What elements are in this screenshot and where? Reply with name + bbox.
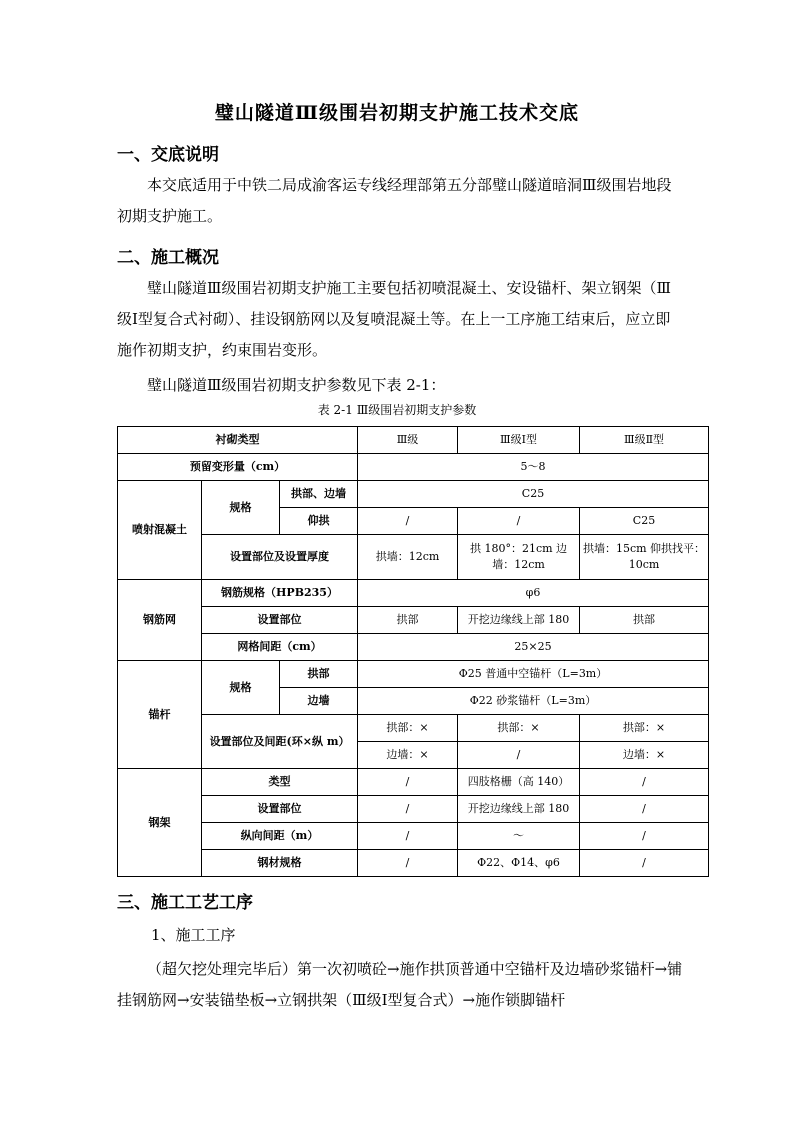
mesh-spec-value: φ6: [358, 580, 709, 607]
bolt-arch-label: 拱部: [280, 661, 358, 688]
invert-label: 仰拱: [280, 508, 358, 535]
frame-spacing-value: ～: [458, 823, 580, 850]
bolt-spacing-value: 拱部：×: [580, 715, 709, 742]
table-row: [118, 850, 709, 877]
col-header-grade3-type1: Ⅲ级Ⅰ型: [458, 427, 580, 454]
arch-wall-value: C25: [358, 481, 709, 508]
section-1-paragraph: 本交底适用于中铁二局成渝客运专线经理部第五分部璧山隧道暗洞Ⅲ级围岩地段初期支护施工。: [117, 176, 672, 225]
frame-position-value: /: [358, 796, 458, 823]
section-3-subheading: 1、施工工序: [151, 926, 236, 944]
mesh-position-label: 设置部位: [202, 607, 358, 634]
table-row: [118, 607, 709, 634]
frame-position-value: /: [580, 796, 709, 823]
arch-wall-label: 拱部、边墙: [280, 481, 358, 508]
mesh-position-value: 拱部: [358, 607, 458, 634]
section-3-paragraph: （超欠挖处理完毕后）第一次初喷砼→施作拱顶普通中空锚杆及边墙砂浆锚杆→铺挂钢筋网→安装锚垫板→立钢拱架（Ⅲ级Ⅰ型复合式）→施作锁脚锚杆: [117, 960, 683, 1009]
reserve-deformation-value: 5～8: [358, 454, 709, 481]
table-row: [118, 796, 709, 823]
shotcrete-position-value: 拱墙：15cm 仰拱找平：10cm: [580, 535, 709, 580]
bolt-spacing-label: 设置部位及间距(环×纵 m）: [202, 715, 358, 769]
frame-type-value: 四肢格栅（高 140）: [458, 769, 580, 796]
support-parameter-table: [117, 426, 709, 877]
section-1-heading: 一、交底说明: [117, 145, 219, 165]
section-2-paragraph: 璧山隧道Ⅲ级围岩初期支护施工主要包括初喷混凝土、安设锚杆、架立钢架（Ⅲ级Ⅰ型复合式衬砌）、挂设钢筋网以及复喷混凝土等。在上一工序施工结束后，应立即施作初期支护，约束围岩变形。: [117, 279, 671, 359]
table-row: [118, 454, 709, 481]
table-caption: 表 2-1 Ⅲ级围岩初期支护参数: [317, 403, 477, 417]
frame-material-value: /: [358, 850, 458, 877]
table-row: [118, 715, 709, 742]
bolt-wall-value: Φ22 砂浆锚杆（L=3m）: [358, 688, 709, 715]
bolt-spacing-value: 边墙：×: [358, 742, 458, 769]
bolt-spacing-value: 边墙：×: [580, 742, 709, 769]
section-3-heading: 三、施工工艺工序: [117, 893, 253, 913]
invert-value: C25: [580, 508, 709, 535]
shotcrete-position-value: 拱墙：12cm: [358, 535, 458, 580]
table-row: [118, 769, 709, 796]
frame-spacing-value: /: [358, 823, 458, 850]
frame-group-label: 钢架: [118, 769, 202, 877]
col-header-grade3: Ⅲ级: [358, 427, 458, 454]
section-2-table-intro: 璧山隧道Ⅲ级围岩初期支护参数见下表 2-1：: [147, 376, 446, 394]
invert-value: /: [358, 508, 458, 535]
frame-material-value: /: [580, 850, 709, 877]
bolt-arch-value: Φ25 普通中空锚杆（L=3m）: [358, 661, 709, 688]
lining-type-label: 衬砌类型: [118, 427, 358, 454]
shotcrete-group-label: 喷射混凝土: [118, 481, 202, 580]
frame-spacing-value: /: [580, 823, 709, 850]
table-row: [118, 580, 709, 607]
table-row: [118, 535, 709, 580]
table-row: [118, 427, 709, 454]
table-row: [118, 661, 709, 688]
frame-material-value: Φ22、Φ14、φ6: [458, 850, 580, 877]
mesh-position-value: 开挖边缘线上部 180: [458, 607, 580, 634]
reserve-deformation-label: 预留变形量（cm）: [118, 454, 358, 481]
bolt-spacing-value: 拱部：×: [358, 715, 458, 742]
shotcrete-position-value: 拱 180°：21cm 边墙：12cm: [458, 535, 580, 580]
frame-material-label: 钢材规格: [202, 850, 358, 877]
bolt-spec-label: 规格: [202, 661, 280, 715]
bolt-wall-label: 边墙: [280, 688, 358, 715]
mesh-position-value: 拱部: [580, 607, 709, 634]
invert-value: /: [458, 508, 580, 535]
frame-spacing-label: 纵向间距（m）: [202, 823, 358, 850]
bolt-spacing-value: /: [458, 742, 580, 769]
frame-type-label: 类型: [202, 769, 358, 796]
table-row: [118, 481, 709, 508]
frame-type-value: /: [358, 769, 458, 796]
frame-position-value: 开挖边缘线上部 180: [458, 796, 580, 823]
table-row: [118, 823, 709, 850]
bolt-group-label: 锚杆: [118, 661, 202, 769]
shotcrete-position-label: 设置部位及设置厚度: [202, 535, 358, 580]
col-header-grade3-type2: Ⅲ级Ⅱ型: [580, 427, 709, 454]
frame-position-label: 设置部位: [202, 796, 358, 823]
mesh-grid-value: 25×25: [358, 634, 709, 661]
mesh-spec-label: 钢筋规格（HPB235）: [202, 580, 358, 607]
table-row: [118, 634, 709, 661]
mesh-grid-label: 网格间距（cm）: [202, 634, 358, 661]
document-title: 璧山隧道Ⅲ级围岩初期支护施工技术交底: [214, 102, 580, 124]
section-2-heading: 二、施工概况: [117, 248, 219, 268]
shotcrete-spec-label: 规格: [202, 481, 280, 535]
bolt-spacing-value: 拱部：×: [458, 715, 580, 742]
frame-type-value: /: [580, 769, 709, 796]
mesh-group-label: 钢筋网: [118, 580, 202, 661]
